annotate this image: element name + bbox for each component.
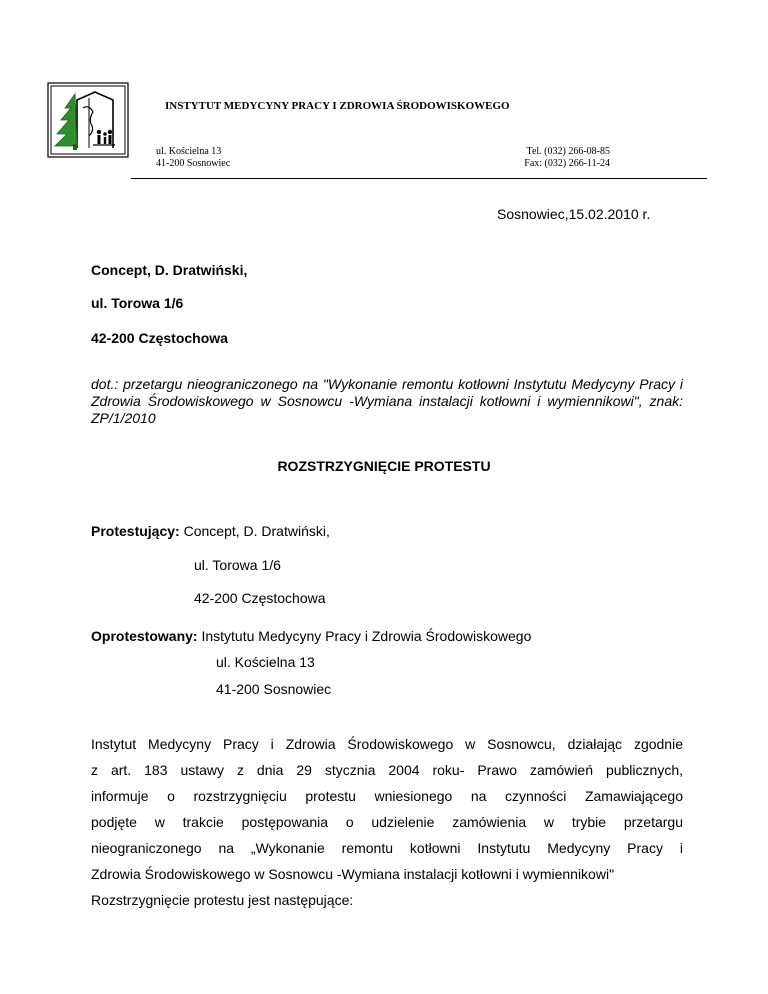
institute-logo-icon [47,82,129,158]
body-line: podjęte w trakcie postępowania o udzielenie zamówienia w trybie przetargu [91,814,683,830]
address-street: ul. Kościelna 13 [156,146,222,157]
body-line: z art. 183 ustawy z dnia 29 stycznia 2004 roku- Prawo zamówień publicznych, [91,762,683,778]
protested-label: Oprotestowany: [91,628,198,644]
header-divider [131,178,707,179]
recipient-street: ul. Torowa 1/6 [91,295,184,311]
protester-line [91,523,330,539]
institute-logo [47,82,129,158]
body-paragraph [91,731,683,913]
institute-address [156,146,230,170]
protester-street: ul. Torowa 1/6 [194,557,281,573]
body-line: informuje o rozstrzygnięciu protestu wniesionego na czynności Zamawiającego [91,788,683,804]
protested-city: 41-200 Sosnowiec [216,681,332,697]
body-line: nieograniczonego na „Wykonanie remontu kotłowni Instytutu Medycyny Pracy i [91,840,683,856]
protester-city: 42-200 Częstochowa [194,590,326,606]
fax-number: Fax: (032) 266-11-24 [524,158,610,169]
body-line: Zdrowia Środowiskowego w Sosnowcu -Wymiana instalacji kotłowni i wymiennikowi" [91,866,615,882]
recipient-name: Concept, D. Dratwiński, [91,262,248,278]
protester-label: Protestujący: [91,523,180,539]
phone-number: Tel. (032) 266-08-85 [526,146,610,157]
protested-name: Instytutu Medycyny Pracy i Zdrowia Środowiskowego [201,628,532,644]
institute-name: INSTYTUT MEDYCYNY PRACY I ZDROWIA ŚRODOWISKOWEGO [165,100,510,112]
protester-name: Concept, D. Dratwiński, [183,523,330,539]
address-city: 41-200 Sosnowiec [156,158,231,169]
body-line: Instytut Medycyny Pracy i Zdrowia Środowiskowego w Sosnowcu, działając zgodnie [91,736,683,752]
subject-line: dot.: przetargu nieograniczonego na "Wykonanie remontu kotłowni Instytutu Medycyny Pracy i Zdrowia Środowiskowego w Sosnowcu -Wymiana instalacji kotłowni i wymiennikowi", znak: ZP/1/2010 [91,376,683,426]
protested-street: ul. Kościelna 13 [216,654,315,670]
protested-line [91,628,531,644]
body-line: Rozstrzygnięcie protestu jest następujące: [91,892,354,908]
institute-contact [509,146,610,170]
document-title: ROZSTRZYGNIĘCIE PROTESTU [277,458,491,474]
recipient-city: 42-200 Częstochowa [91,330,228,346]
date-line: Sosnowiec,15.02.2010 r. [497,206,651,222]
